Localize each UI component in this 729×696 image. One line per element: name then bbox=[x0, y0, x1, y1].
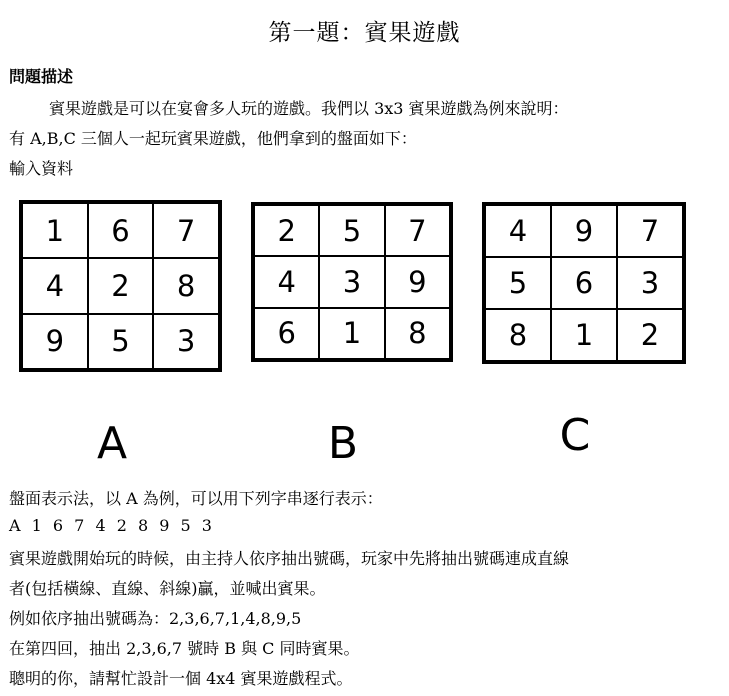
body-line: 在第四回，抽出 2,3,6,7 號時 B 與 C 同時賓果。 bbox=[9, 639, 360, 658]
board-cell: 9 bbox=[385, 256, 450, 307]
board-cell: 8 bbox=[385, 308, 450, 359]
board-cell: 7 bbox=[617, 205, 683, 257]
intro-line: 輸入資料 bbox=[9, 159, 74, 178]
board-cell: 1 bbox=[319, 308, 384, 359]
board-cell: 5 bbox=[88, 314, 154, 369]
board-cell: 5 bbox=[485, 257, 551, 309]
intro-line: 有 A,B,C 三個人一起玩賓果遊戲，他們拿到的盤面如下： bbox=[9, 129, 417, 148]
board-cell: 9 bbox=[22, 314, 88, 369]
board-cell: 2 bbox=[617, 309, 683, 361]
board-cell: 8 bbox=[485, 309, 551, 361]
board-cell: 8 bbox=[153, 258, 219, 313]
board-cell: 6 bbox=[254, 308, 319, 359]
board-cell: 1 bbox=[551, 309, 617, 361]
board-cell: 6 bbox=[88, 203, 154, 258]
body-line: 例如依序抽出號碼為：2,3,6,7,1,4,8,9,5 bbox=[9, 609, 302, 628]
board-cell: 3 bbox=[153, 314, 219, 369]
board-label-b: B bbox=[327, 418, 359, 469]
board-cell: 4 bbox=[485, 205, 551, 257]
intro-line: 賓果遊戲是可以在宴會多人玩的遊戲。我們以 3x3 賓果遊戲為例來說明： bbox=[49, 99, 569, 118]
board-cell: 4 bbox=[254, 256, 319, 307]
board-label-c: C bbox=[559, 410, 591, 461]
body-line: A 1 6 7 4 2 8 9 5 3 bbox=[9, 516, 215, 535]
board-cell: 7 bbox=[153, 203, 219, 258]
bingo-board-b bbox=[251, 202, 453, 362]
board-cell: 2 bbox=[88, 258, 154, 313]
bingo-board-a bbox=[19, 200, 222, 372]
body-line: 聰明的你，請幫忙設計一個 4x4 賓果遊戲程式。 bbox=[9, 669, 353, 688]
body-line: 者(包括橫線、直線、斜線)贏，並喊出賓果。 bbox=[9, 579, 326, 598]
board-cell: 9 bbox=[551, 205, 617, 257]
board-cell: 3 bbox=[319, 256, 384, 307]
board-cell: 7 bbox=[385, 205, 450, 256]
bingo-board-c bbox=[482, 202, 686, 364]
board-cell: 4 bbox=[22, 258, 88, 313]
board-label-a: A bbox=[96, 418, 128, 469]
board-cell: 3 bbox=[617, 257, 683, 309]
board-cell: 6 bbox=[551, 257, 617, 309]
board-cell: 1 bbox=[22, 203, 88, 258]
body-line: 賓果遊戲開始玩的時候，由主持人依序抽出號碼，玩家中先將抽出號碼連成直線 bbox=[9, 549, 570, 568]
board-cell: 5 bbox=[319, 205, 384, 256]
board-cell: 2 bbox=[254, 205, 319, 256]
page-title: 第一題：賓果遊戲 bbox=[268, 20, 461, 46]
body-line: 盤面表示法，以 A 為例，可以用下列字串逐行表示： bbox=[9, 489, 383, 508]
section-heading: 問題描述 bbox=[9, 67, 74, 86]
